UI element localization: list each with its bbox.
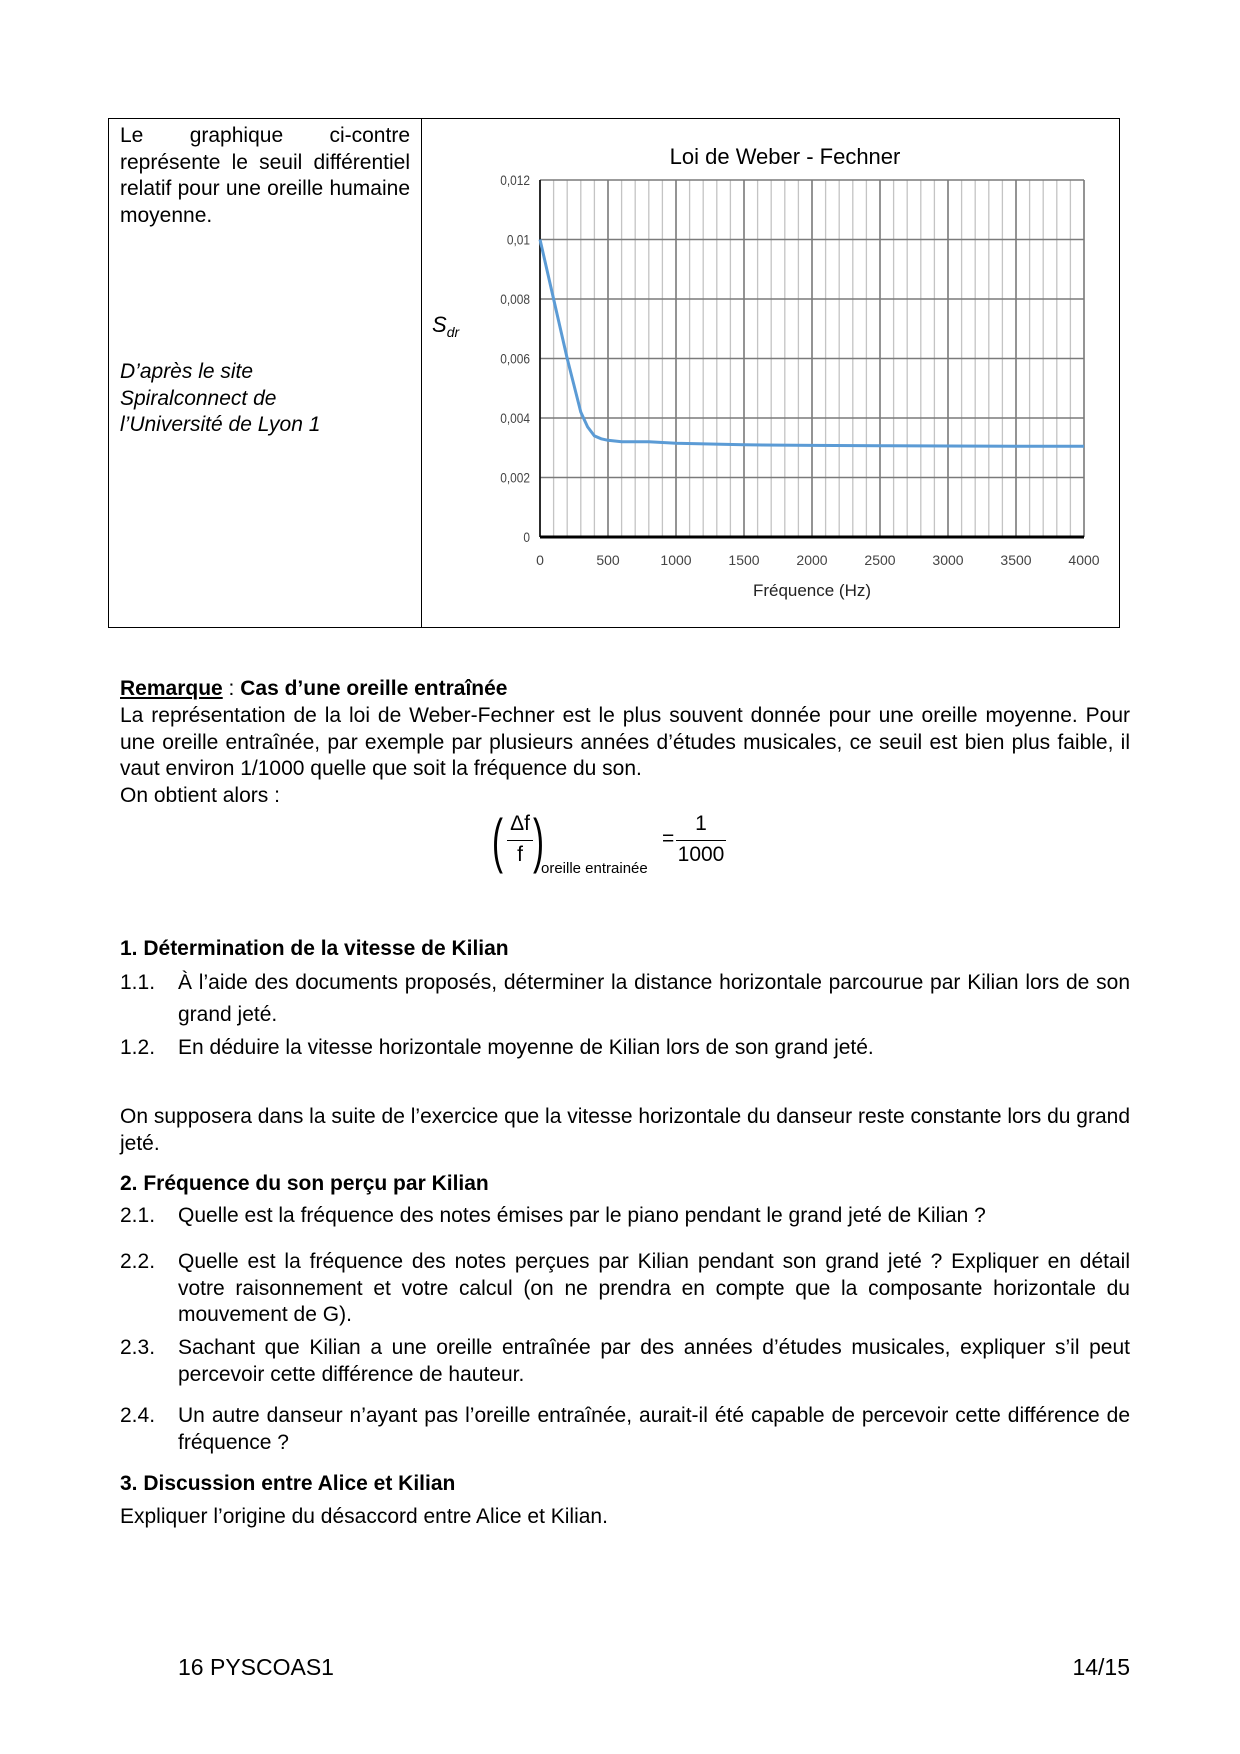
remark-separator: : (222, 677, 241, 700)
question-text: Quelle est la fréquence des notes émises par le piano pendant le grand jeté de Kilian ? (178, 1204, 986, 1227)
x-axis-label: Fréquence (Hz) (752, 581, 872, 600)
question-2-2 (120, 1249, 1130, 1329)
formula (492, 807, 742, 890)
question-number: 2.3. (120, 1336, 156, 1359)
remark-lead: On obtient alors : (120, 784, 280, 807)
svg-text:1000: 1000 (660, 552, 692, 568)
svg-text:500: 500 (596, 552, 620, 568)
question-text: Quelle est la fréquence des notes perçues par Kilian pendant son grand jeté ? Expliquer en détail votre raisonnement et votre calcul (on ne prendra en compte que la composante horizontale du mouvement de G). (178, 1250, 1130, 1326)
formula-subscript: oreille entrainée (541, 860, 648, 877)
figure-caption-cell (120, 123, 410, 436)
question-number: 2.1. (120, 1204, 156, 1227)
figure-description: Le graphique ci-contre représente le seuil différentiel relatif pour une oreille humaine moyenne. (120, 124, 410, 227)
svg-text:2500: 2500 (864, 552, 896, 568)
x-axis-ticks (536, 552, 1100, 568)
svg-text:1500: 1500 (728, 552, 760, 568)
section3-heading: 3. Discussion entre Alice et Kilian (120, 1472, 456, 1495)
svg-text:2000: 2000 (796, 552, 828, 568)
question-text: Sachant que Kilian a une oreille entraînée par des années d’études musicales, expliquer s’il peut percevoir cette différence de hauteur. (178, 1336, 1130, 1386)
question-text: À l’aide des documents proposés, déterminer la distance horizontale parcourue par Kilian lors de son grand jeté. (178, 971, 1130, 1026)
assumption-paragraph: On supposera dans la suite de l’exercice que la vitesse horizontale du danseur reste constante lors du grand jeté. (120, 1105, 1130, 1155)
formula-rhs-fraction-bar (676, 840, 726, 841)
question-number: 1.2. (120, 1036, 156, 1059)
formula-equals: = (662, 827, 675, 850)
question-number: 2.4. (120, 1404, 156, 1427)
remark-paragraph: La représentation de la loi de Weber-Fechner est le plus souvent donnée pour une oreille moyenne. Pour une oreille entraînée, par exemple par plusieurs années d’études musicales, ce seuil est bien plus faible, il vaut environ 1/1000 quelle que soit la fréquence du son. (120, 704, 1130, 780)
chart-grid (540, 180, 1084, 537)
formula-fraction-bar (507, 840, 533, 841)
svg-text:0,01: 0,01 (506, 231, 530, 248)
svg-text:0,012: 0,012 (500, 172, 530, 189)
formula-denominator: f (517, 843, 523, 866)
figure-source (120, 359, 410, 439)
remark-title: Cas d’une oreille entraînée (240, 677, 508, 700)
source-line: l’Université de Lyon 1 (120, 413, 321, 436)
source-line: D’après le site (120, 360, 254, 383)
svg-text:0: 0 (536, 552, 544, 568)
y-axis-label: $S_{dr}$ (432, 312, 460, 340)
section1-heading: 1. Détermination de la vitesse de Kilian (120, 937, 509, 960)
y-axis-ticks (500, 172, 530, 545)
formula-paren-left: ( (492, 807, 503, 874)
question-1-1 (120, 967, 1130, 1031)
svg-text:0,002: 0,002 (500, 469, 530, 486)
formula-paren-right: ) (533, 807, 544, 874)
section2-heading: 2. Fréquence du son perçu par Kilian (120, 1172, 489, 1195)
svg-text:0,006: 0,006 (500, 350, 530, 367)
formula-rhs-numerator: 1 (695, 812, 707, 835)
question-number: 1.1. (120, 971, 156, 994)
question-1-2 (120, 1035, 1130, 1062)
svg-text:3500: 3500 (1000, 552, 1032, 568)
footer-page-number: 14/15 (1072, 1654, 1130, 1680)
formula-rhs-denominator: 1000 (677, 843, 725, 866)
svg-text:0: 0 (523, 529, 530, 546)
question-text: Un autre danseur n’ayant pas l’oreille entraînée, aurait-il été capable de percevoir cette différence de fréquence ? (178, 1404, 1130, 1454)
formula-numerator: Δf (510, 812, 530, 835)
svg-text:3000: 3000 (932, 552, 964, 568)
question-2-4 (120, 1403, 1130, 1456)
remark-label: Remarque (120, 677, 223, 700)
question-2-1 (120, 1203, 1130, 1230)
svg-text:4000: 4000 (1068, 552, 1100, 568)
chart-title: Loi de Weber - Fechner (669, 144, 901, 169)
question-number: 2.2. (120, 1250, 156, 1273)
svg-text:0,008: 0,008 (500, 291, 530, 308)
svg-text:0,004: 0,004 (500, 410, 530, 427)
question-2-3 (120, 1335, 1130, 1388)
source-line: Spiralconnect de (120, 386, 277, 410)
remark-heading (120, 676, 1130, 703)
footer-exam-code: 16 PYSCOAS1 (178, 1654, 334, 1680)
question-text: En déduire la vitesse horizontale moyenne de Kilian lors de son grand jeté. (178, 1036, 874, 1059)
section3-text: Expliquer l’origine du désaccord entre Alice et Kilian. (120, 1505, 608, 1528)
weber-fechner-chart (420, 120, 1120, 625)
